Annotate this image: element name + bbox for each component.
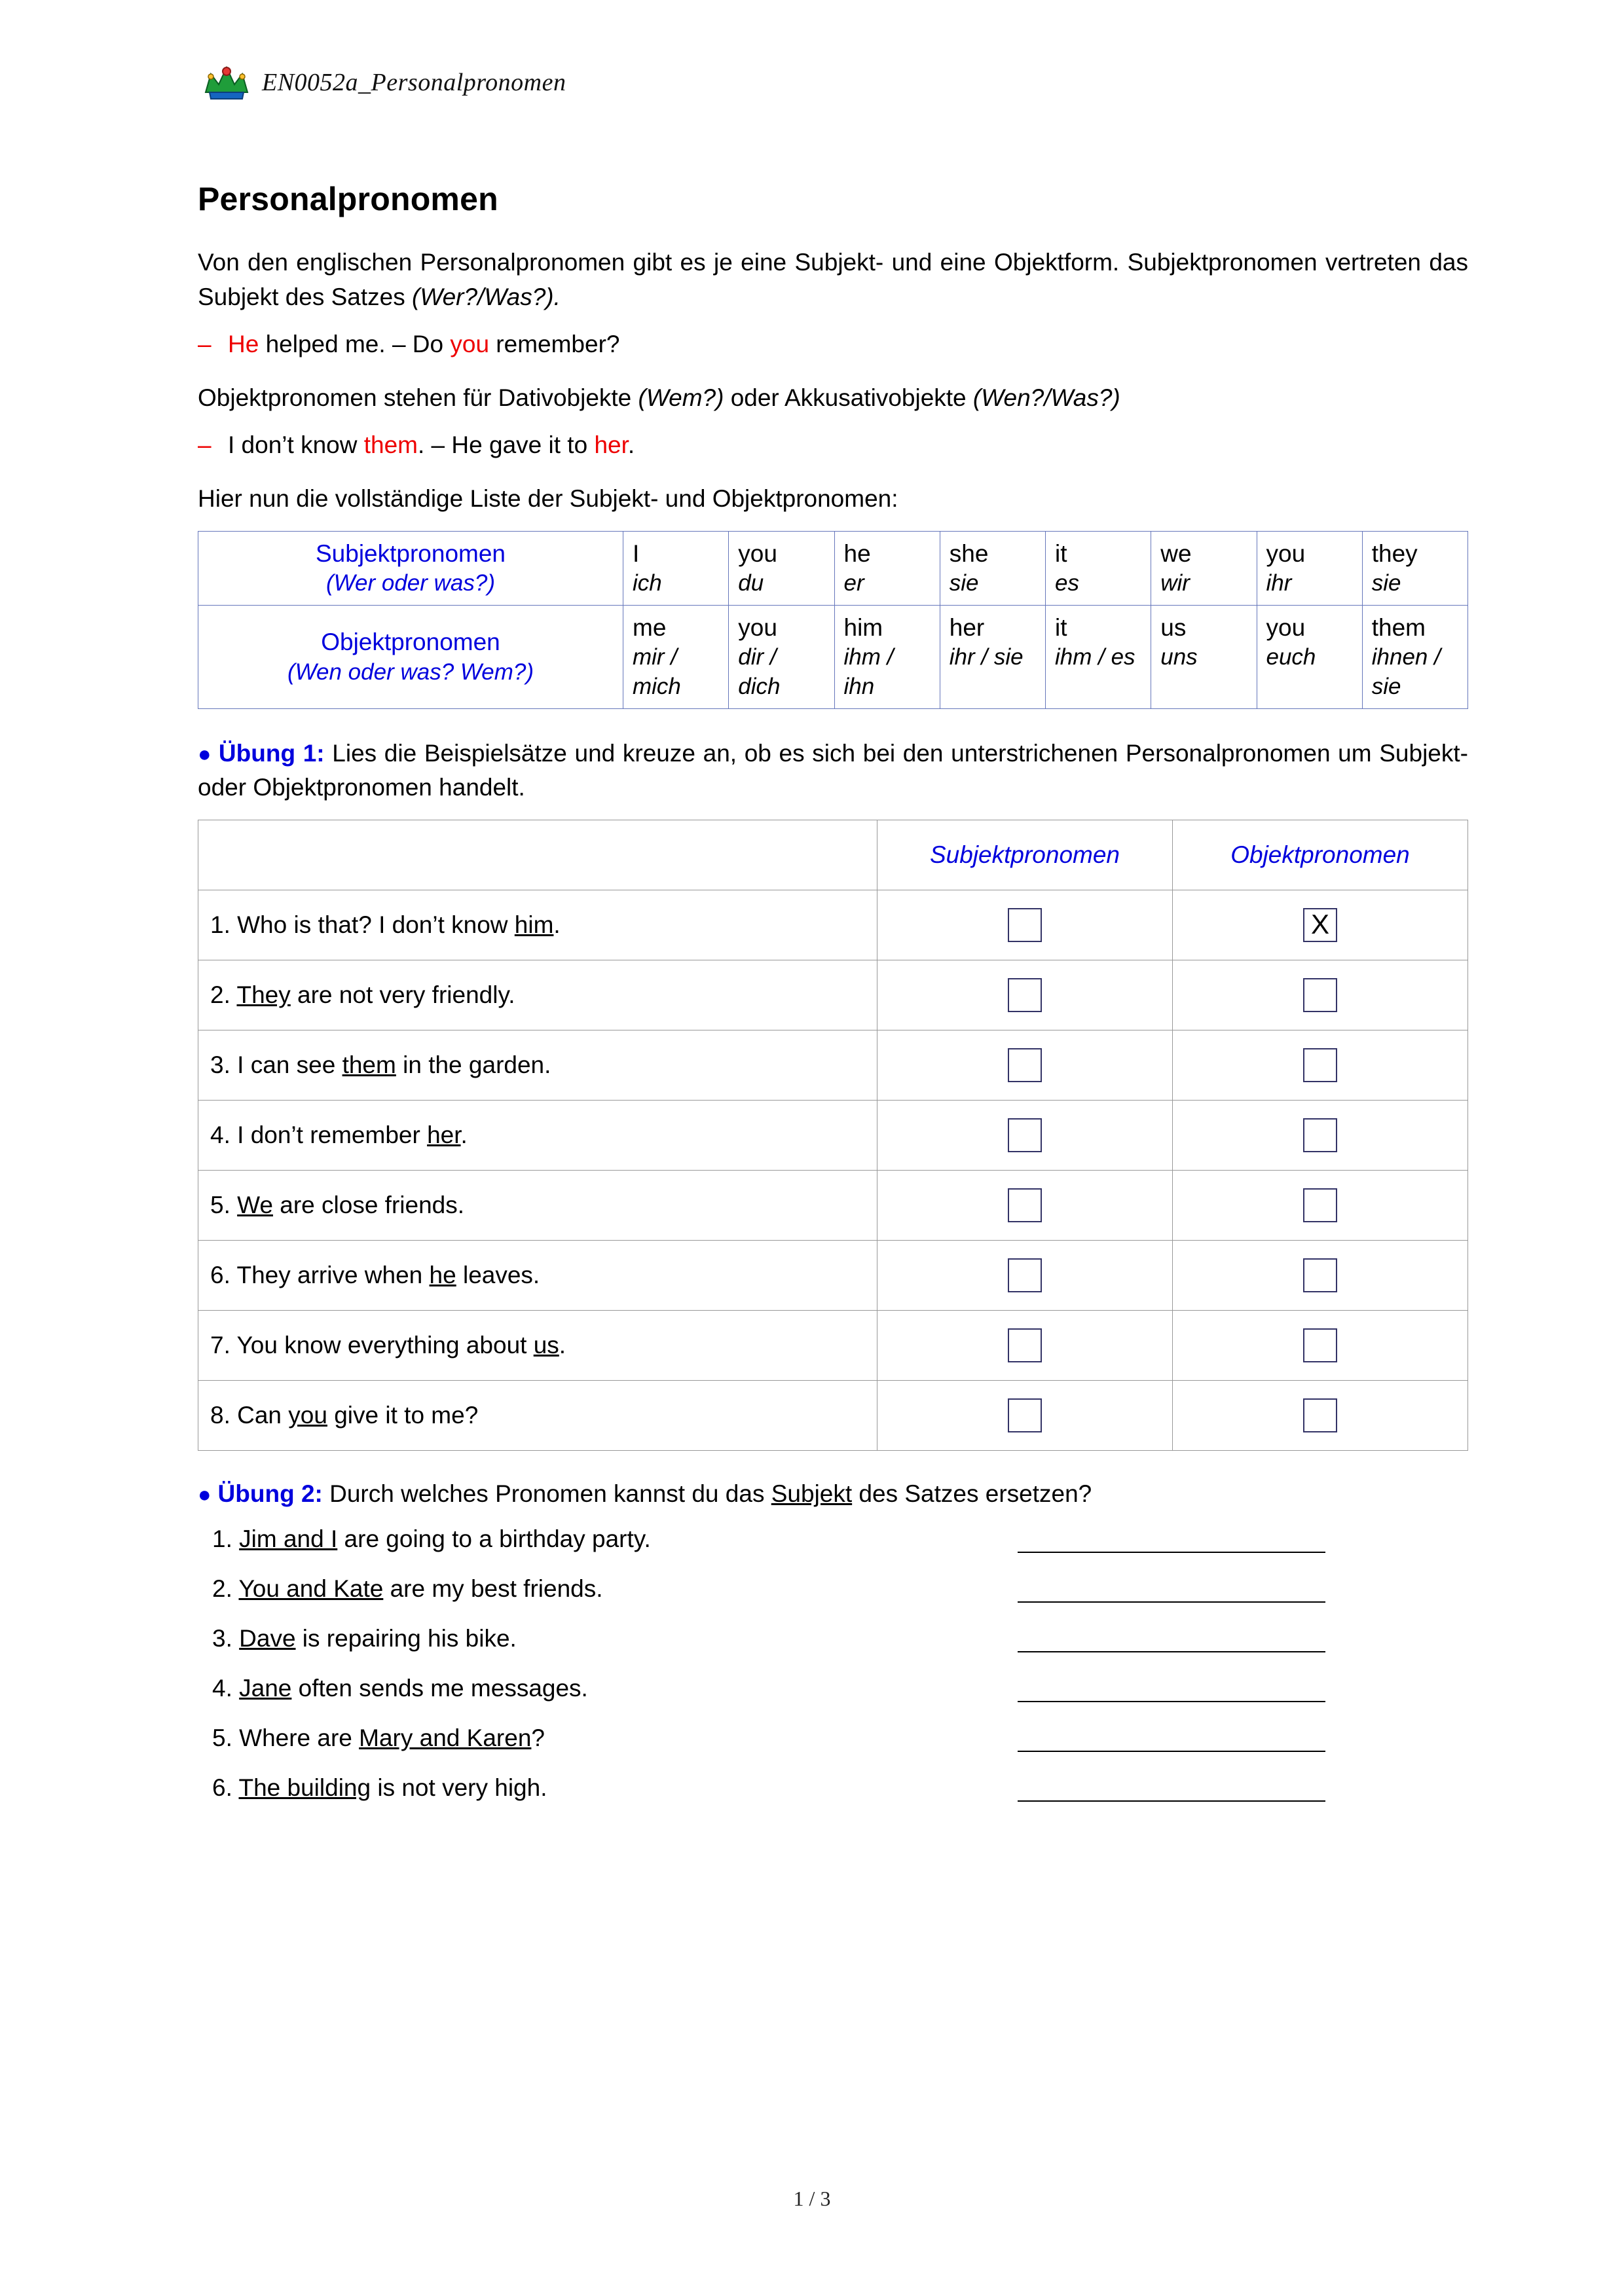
example-2-mid: . – He gave it to bbox=[418, 431, 595, 459]
exercise-2-instruction-underline: Subjekt bbox=[771, 1480, 853, 1507]
subject-cell-4: she sie bbox=[940, 531, 1045, 605]
answer-field-1[interactable] bbox=[1018, 1529, 1325, 1553]
checkbox-object-3[interactable] bbox=[1303, 1048, 1337, 1082]
table-row bbox=[198, 1240, 1468, 1310]
table-row bbox=[198, 960, 1468, 1030]
exercise-2-sentence-1: 1. Jim and I are going to a birthday party. bbox=[212, 1525, 651, 1553]
bullet-dot-icon-2: ● bbox=[198, 1482, 212, 1507]
exercise-2-instruction-b: des Satzes ersetzen? bbox=[852, 1480, 1092, 1507]
crown-logo-icon bbox=[203, 62, 250, 103]
exercise-1-header-blank bbox=[198, 820, 877, 890]
table-row bbox=[198, 1380, 1468, 1450]
exercise-2-label: Übung 2: bbox=[217, 1480, 323, 1507]
object-cell-5: it ihm / es bbox=[1046, 605, 1151, 708]
exercise-1-sentence-6: 6. They arrive when he leaves. bbox=[198, 1240, 877, 1310]
checkbox-subject-3[interactable] bbox=[1008, 1048, 1042, 1082]
checkbox-object-8[interactable] bbox=[1303, 1398, 1337, 1432]
exercise-1-object-cell-6[interactable] bbox=[1173, 1240, 1468, 1310]
object-cell-4: her ihr / sie bbox=[940, 605, 1045, 708]
table-row bbox=[198, 1170, 1468, 1240]
table-row bbox=[198, 1100, 1468, 1170]
checkbox-subject-5[interactable] bbox=[1008, 1188, 1042, 1222]
subject-row-header bbox=[198, 531, 623, 605]
intro-paragraph-2 bbox=[198, 381, 1468, 416]
checkbox-subject-2[interactable] bbox=[1008, 978, 1042, 1012]
exercise-1-subject-cell-3[interactable] bbox=[877, 1030, 1173, 1100]
object-cell-8: them ihnen / sie bbox=[1362, 605, 1467, 708]
example-2-end: . bbox=[627, 431, 635, 459]
intro-1-text: Von den englischen Personalpronomen gibt es je eine Subjekt- und eine Objektform. Subjektpronomen vertreten das Subjekt des Satzes bbox=[198, 249, 1468, 310]
example-2-text bbox=[228, 428, 635, 462]
intro-paragraph-1 bbox=[198, 246, 1468, 314]
subject-cell-3: he er bbox=[834, 531, 940, 605]
example-1-mid: helped me. – Do bbox=[259, 331, 451, 358]
checkbox-subject-1[interactable] bbox=[1008, 908, 1042, 942]
list-item bbox=[198, 1675, 1468, 1702]
exercise-2-list bbox=[198, 1525, 1468, 1802]
intro-1-question: (Wer?/Was?). bbox=[412, 283, 561, 310]
object-cell-3: him ihm / ihn bbox=[834, 605, 940, 708]
exercise-1-sentence-4: 4. I don’t remember her. bbox=[198, 1100, 877, 1170]
exercise-1-heading bbox=[198, 737, 1468, 805]
table-row bbox=[198, 890, 1468, 960]
table-row bbox=[198, 1310, 1468, 1380]
exercise-1-subject-cell-4[interactable] bbox=[877, 1100, 1173, 1170]
exercise-1-table bbox=[198, 820, 1468, 1451]
exercise-2-sentence-6: 6. The building is not very high. bbox=[212, 1774, 547, 1802]
exercise-2-instruction-a: Durch welches Pronomen kannst du das bbox=[322, 1480, 771, 1507]
list-item bbox=[198, 1774, 1468, 1802]
table-row-subject bbox=[198, 531, 1468, 605]
subject-header-sub: (Wer oder was?) bbox=[325, 570, 496, 596]
exercise-1-instruction: Lies die Beispielsätze und kreuze an, ob es sich bei den unterstrichenen Personalpronomen um Subjekt- oder Objektpronomen handelt. bbox=[198, 739, 1468, 801]
subject-cell-6: we wir bbox=[1151, 531, 1257, 605]
exercise-1-sentence-8: 8. Can you give it to me? bbox=[198, 1380, 877, 1450]
answer-field-3[interactable] bbox=[1018, 1629, 1325, 1652]
checkbox-subject-4[interactable] bbox=[1008, 1118, 1042, 1152]
checkbox-object-6[interactable] bbox=[1303, 1258, 1337, 1292]
exercise-1-header-row bbox=[198, 820, 1468, 890]
subject-cell-8: they sie bbox=[1362, 531, 1467, 605]
exercise-1-sentence-7: 7. You know everything about us. bbox=[198, 1310, 877, 1380]
exercise-1-col-object: Objektpronomen bbox=[1173, 820, 1468, 890]
checkbox-object-4[interactable] bbox=[1303, 1118, 1337, 1152]
checkbox-object-7[interactable] bbox=[1303, 1328, 1337, 1362]
example-1-end: remember? bbox=[489, 331, 620, 358]
subject-cell-1: I ich bbox=[623, 531, 729, 605]
example-2-pronoun-2: her bbox=[594, 431, 628, 459]
subject-cell-7: you ihr bbox=[1257, 531, 1362, 605]
exercise-1-object-cell-8[interactable] bbox=[1173, 1380, 1468, 1450]
example-1-text bbox=[228, 327, 619, 361]
exercise-1-object-cell-2[interactable] bbox=[1173, 960, 1468, 1030]
subject-header-main: Subjektpronomen bbox=[315, 539, 506, 567]
document-header bbox=[203, 62, 566, 103]
exercise-1-object-cell-5[interactable] bbox=[1173, 1170, 1468, 1240]
bullet-dot-icon: ● bbox=[198, 741, 212, 767]
dash-bullet-icon: – bbox=[198, 331, 212, 358]
list-item bbox=[198, 1625, 1468, 1652]
exercise-1-subject-cell-8[interactable] bbox=[877, 1380, 1173, 1450]
exercise-2-sentence-5: 5. Where are Mary and Karen? bbox=[212, 1724, 545, 1752]
exercise-2-sentence-4: 4. Jane often sends me messages. bbox=[212, 1675, 588, 1702]
exercise-1-subject-cell-5[interactable] bbox=[877, 1170, 1173, 1240]
table-row-object bbox=[198, 605, 1468, 708]
exercise-2-sentence-3: 3. Dave is repairing his bike. bbox=[212, 1625, 517, 1652]
exercise-1-object-cell-4[interactable] bbox=[1173, 1100, 1468, 1170]
exercise-1-subject-cell-7[interactable] bbox=[877, 1310, 1173, 1380]
intro-paragraph-3: Hier nun die vollständige Liste der Subjekt- und Objektpronomen: bbox=[198, 485, 898, 513]
object-cell-2: you dir / dich bbox=[729, 605, 834, 708]
answer-field-5[interactable] bbox=[1018, 1728, 1325, 1752]
exercise-2-sentence-2: 2. You and Kate are my best friends. bbox=[212, 1575, 603, 1603]
checkbox-object-2[interactable] bbox=[1303, 978, 1337, 1012]
document-content bbox=[198, 180, 1468, 1824]
intro-2-b: (Wem?) bbox=[638, 384, 724, 411]
answer-field-6[interactable] bbox=[1018, 1778, 1325, 1802]
pronoun-reference-table bbox=[198, 531, 1468, 709]
intro-2-d: (Wen?/Was?) bbox=[972, 384, 1120, 411]
example-2 bbox=[198, 428, 1468, 462]
exercise-1-sentence-5: 5. We are close friends. bbox=[198, 1170, 877, 1240]
checkbox-subject-7[interactable] bbox=[1008, 1328, 1042, 1362]
page-footer: 1 / 3 bbox=[793, 2187, 831, 2210]
exercise-1-label: Übung 1: bbox=[218, 739, 325, 767]
list-item bbox=[198, 1575, 1468, 1603]
exercise-1-object-cell-7[interactable] bbox=[1173, 1310, 1468, 1380]
list-item bbox=[198, 1724, 1468, 1752]
exercise-1-subject-cell-2[interactable] bbox=[877, 960, 1173, 1030]
page-title: Personalpronomen bbox=[198, 181, 498, 217]
intro-2-c: oder Akkusativobjekte bbox=[724, 384, 973, 411]
exercise-1-subject-cell-6[interactable] bbox=[877, 1240, 1173, 1310]
answer-field-2[interactable] bbox=[1018, 1579, 1325, 1603]
header-title: EN0052a_Personalpronomen bbox=[262, 69, 566, 96]
exercise-2-heading bbox=[198, 1477, 1468, 1512]
dash-bullet-icon-2: – bbox=[198, 431, 212, 459]
exercise-1-sentence-1: 1. Who is that? I don’t know him. bbox=[198, 890, 877, 960]
checkbox-object-5[interactable] bbox=[1303, 1188, 1337, 1222]
object-cell-7: you euch bbox=[1257, 605, 1362, 708]
exercise-1-subject-cell-1[interactable] bbox=[877, 890, 1173, 960]
table-row bbox=[198, 1030, 1468, 1100]
object-header-sub: (Wen oder was? Wem?) bbox=[287, 659, 534, 685]
example-1-pronoun-1: He bbox=[228, 331, 259, 358]
list-item bbox=[198, 1525, 1468, 1553]
subject-cell-5: it es bbox=[1046, 531, 1151, 605]
exercise-1-col-subject: Subjektpronomen bbox=[877, 820, 1173, 890]
checkbox-object-1[interactable] bbox=[1303, 908, 1337, 942]
example-2-pronoun-1: them bbox=[363, 431, 418, 459]
example-1-pronoun-2: you bbox=[450, 331, 490, 358]
checkbox-subject-8[interactable] bbox=[1008, 1398, 1042, 1432]
exercise-1-object-cell-3[interactable] bbox=[1173, 1030, 1468, 1100]
exercise-1-sentence-3: 3. I can see them in the garden. bbox=[198, 1030, 877, 1100]
checkbox-subject-6[interactable] bbox=[1008, 1258, 1042, 1292]
subject-cell-2: you du bbox=[729, 531, 834, 605]
object-header-main: Objektpronomen bbox=[321, 629, 500, 656]
example-1 bbox=[198, 327, 1468, 361]
object-cell-1: me mir / mich bbox=[623, 605, 729, 708]
answer-field-4[interactable] bbox=[1018, 1679, 1325, 1702]
object-row-header bbox=[198, 605, 623, 708]
intro-2-a: Objektpronomen stehen für Dativobjekte bbox=[198, 384, 638, 411]
exercise-1-sentence-2: 2. They are not very friendly. bbox=[198, 960, 877, 1030]
example-2-pre: I don’t know bbox=[228, 431, 364, 459]
exercise-1-object-cell-1[interactable] bbox=[1173, 890, 1468, 960]
object-cell-6: us uns bbox=[1151, 605, 1257, 708]
